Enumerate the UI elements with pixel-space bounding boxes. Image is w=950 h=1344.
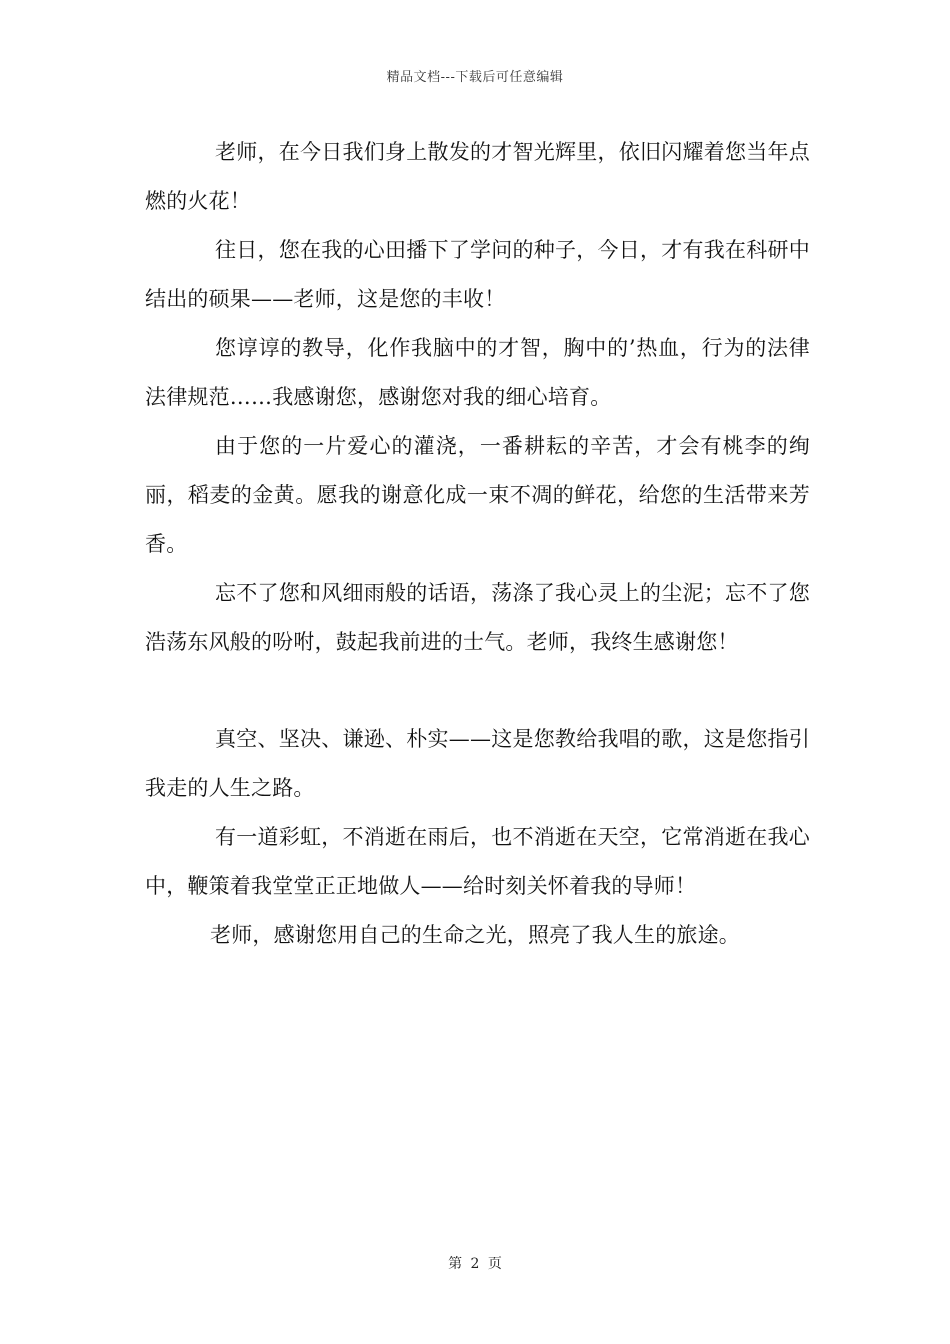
- page-number-prefix: 第: [448, 1256, 463, 1272]
- paragraph: 有一道彩虹，不消逝在雨后，也不消逝在天空，它常消逝在我心中，鞭策着我堂堂正正地做人——给时刻关怀着我的导师！: [145, 825, 810, 898]
- page-number-suffix: 页: [487, 1256, 502, 1272]
- paragraph: 老师，感谢您用自己的生命之光，照亮了我人生的旅途。: [210, 923, 740, 947]
- document-body: [145, 128, 810, 960]
- page-footer: [0, 1253, 950, 1273]
- paragraph: 往日，您在我的心田播下了学问的种子，今日，才有我在科研中结出的硕果——老师，这是您的丰收！: [145, 238, 810, 311]
- paragraph: 老师，在今日我们身上散发的才智光辉里，依旧闪耀着您当年点燃的火花！: [145, 140, 810, 213]
- page-header: 精品文档---下载后可任意编辑: [386, 70, 564, 85]
- paragraph: 由于您的一片爱心的灌浇，一番耕耘的辛苦，才会有桃李的绚丽，稻麦的金黄。愿我的谢意化成一束不凋的鲜花，给您的生活带来芳香。: [145, 434, 810, 556]
- page-number: 2: [470, 1256, 480, 1272]
- paragraph-gap: [145, 667, 810, 715]
- paragraph: 您谆谆的教导，化作我脑中的才智，胸中的’热血，行为的法律法律规范……我感谢您，感谢您对我的细心培育。: [145, 336, 810, 409]
- paragraph: 忘不了您和风细雨般的话语，荡涤了我心灵上的尘泥；忘不了您浩荡东风般的吩咐，鼓起我前进的士气。老师，我终生感谢您！: [145, 581, 810, 654]
- paragraph: 真空、坚决、谦逊、朴实——这是您教给我唱的歌，这是您指引我走的人生之路。: [145, 727, 810, 800]
